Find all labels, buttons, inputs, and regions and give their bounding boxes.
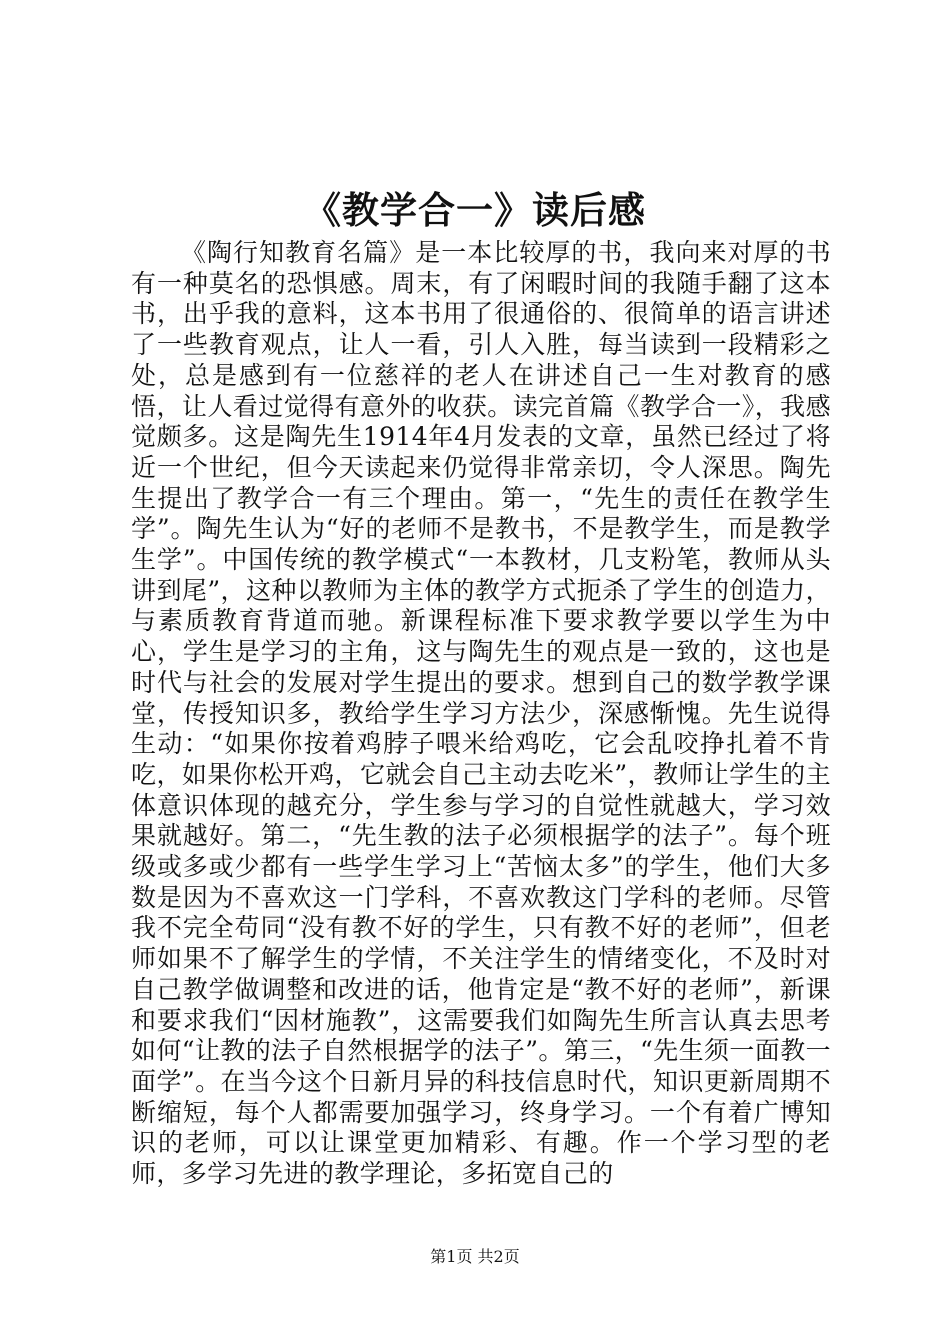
document-title: 《教学合一》读后感 [304, 188, 646, 232]
body-paragraph: 《陶行知教育名篇》是一本比较厚的书，我向来对厚的书有一种莫名的恐惧感。周末，有了闲暇时间的我随手翻了这本书，出乎我的意料，这本书用了很通俗的、很简单的语言讲述了一些教育观点，让人一看，引人入胜，每当读到一段精彩之处，总是感到有一位慈祥的老人在讲述自己一生对教育的感悟，让人看过觉得有意外的收获。读完首篇《教学合一》，我感觉颇多。这是陶先生1914年4月发表的文章，虽然已经过了将近一个世纪，但今天读起来仍觉得非常亲切，令人深思。陶先生提出了教学合一有三个理由。第一，“先生的责任在教学生学”。陶先生认为“好的老师不是教书，不是教学生，而是教学生学”。中国传统的教学模式“一本教材，几支粉笔，教师从头讲到尾”，这种以教师为主体的教学方式扼杀了学生的创造力，与素质教育背道而驰。新课程标准下要求教学要以学生为中心，学生是学习的主角，这与陶先生的观点是一致的，这也是时代与社会的发展对学生提出的要求。想到自己的数学教学课堂，传授知识多，教给学生学习方法少，深感惭愧。先生说得生动：“如果你按着鸡脖子喂米给鸡吃，它会乱咬挣扎着不肯吃，如果你松开鸡，它就会自己主动去吃米”，教师让学生的主体意识体现的越充分，学生参与学习的自觉性就越大，学习效果就越好。第二，“先生教的法子必须根据学的法子”。每个班级或多或少都有一些学生学习上“苦恼太多”的学生，他们大多数是因为不喜欢这一门学科，不喜欢教这门学科的老师。尽管我不完全苟同“没有教不好的学生，只有教不好的老师”，但老师如果不了解学生的学情，不关注学生的情绪变化，不及时对自己教学做调整和改进的话，他肯定是“教不好的老师”，新课和要求我们“因材施教”，这需要我们如陶先生所言认真去思考如何“让教的法子自然根据学的法子”。第三，“先生须一面教一面学”。在当今这个日新月异的科技信息时代，知识更新周期不断缩短，每个人都需要加强学习，终身学习。一个有着广博知识的老师，可以让课堂更加精彩、有趣。作一个学习型的老师，多学习先进的教学理论，多拓宽自己的 [131, 238, 831, 1189]
page-number-indicator: 第1页 共2页 [430, 1247, 520, 1266]
page-footer [0, 1246, 950, 1268]
